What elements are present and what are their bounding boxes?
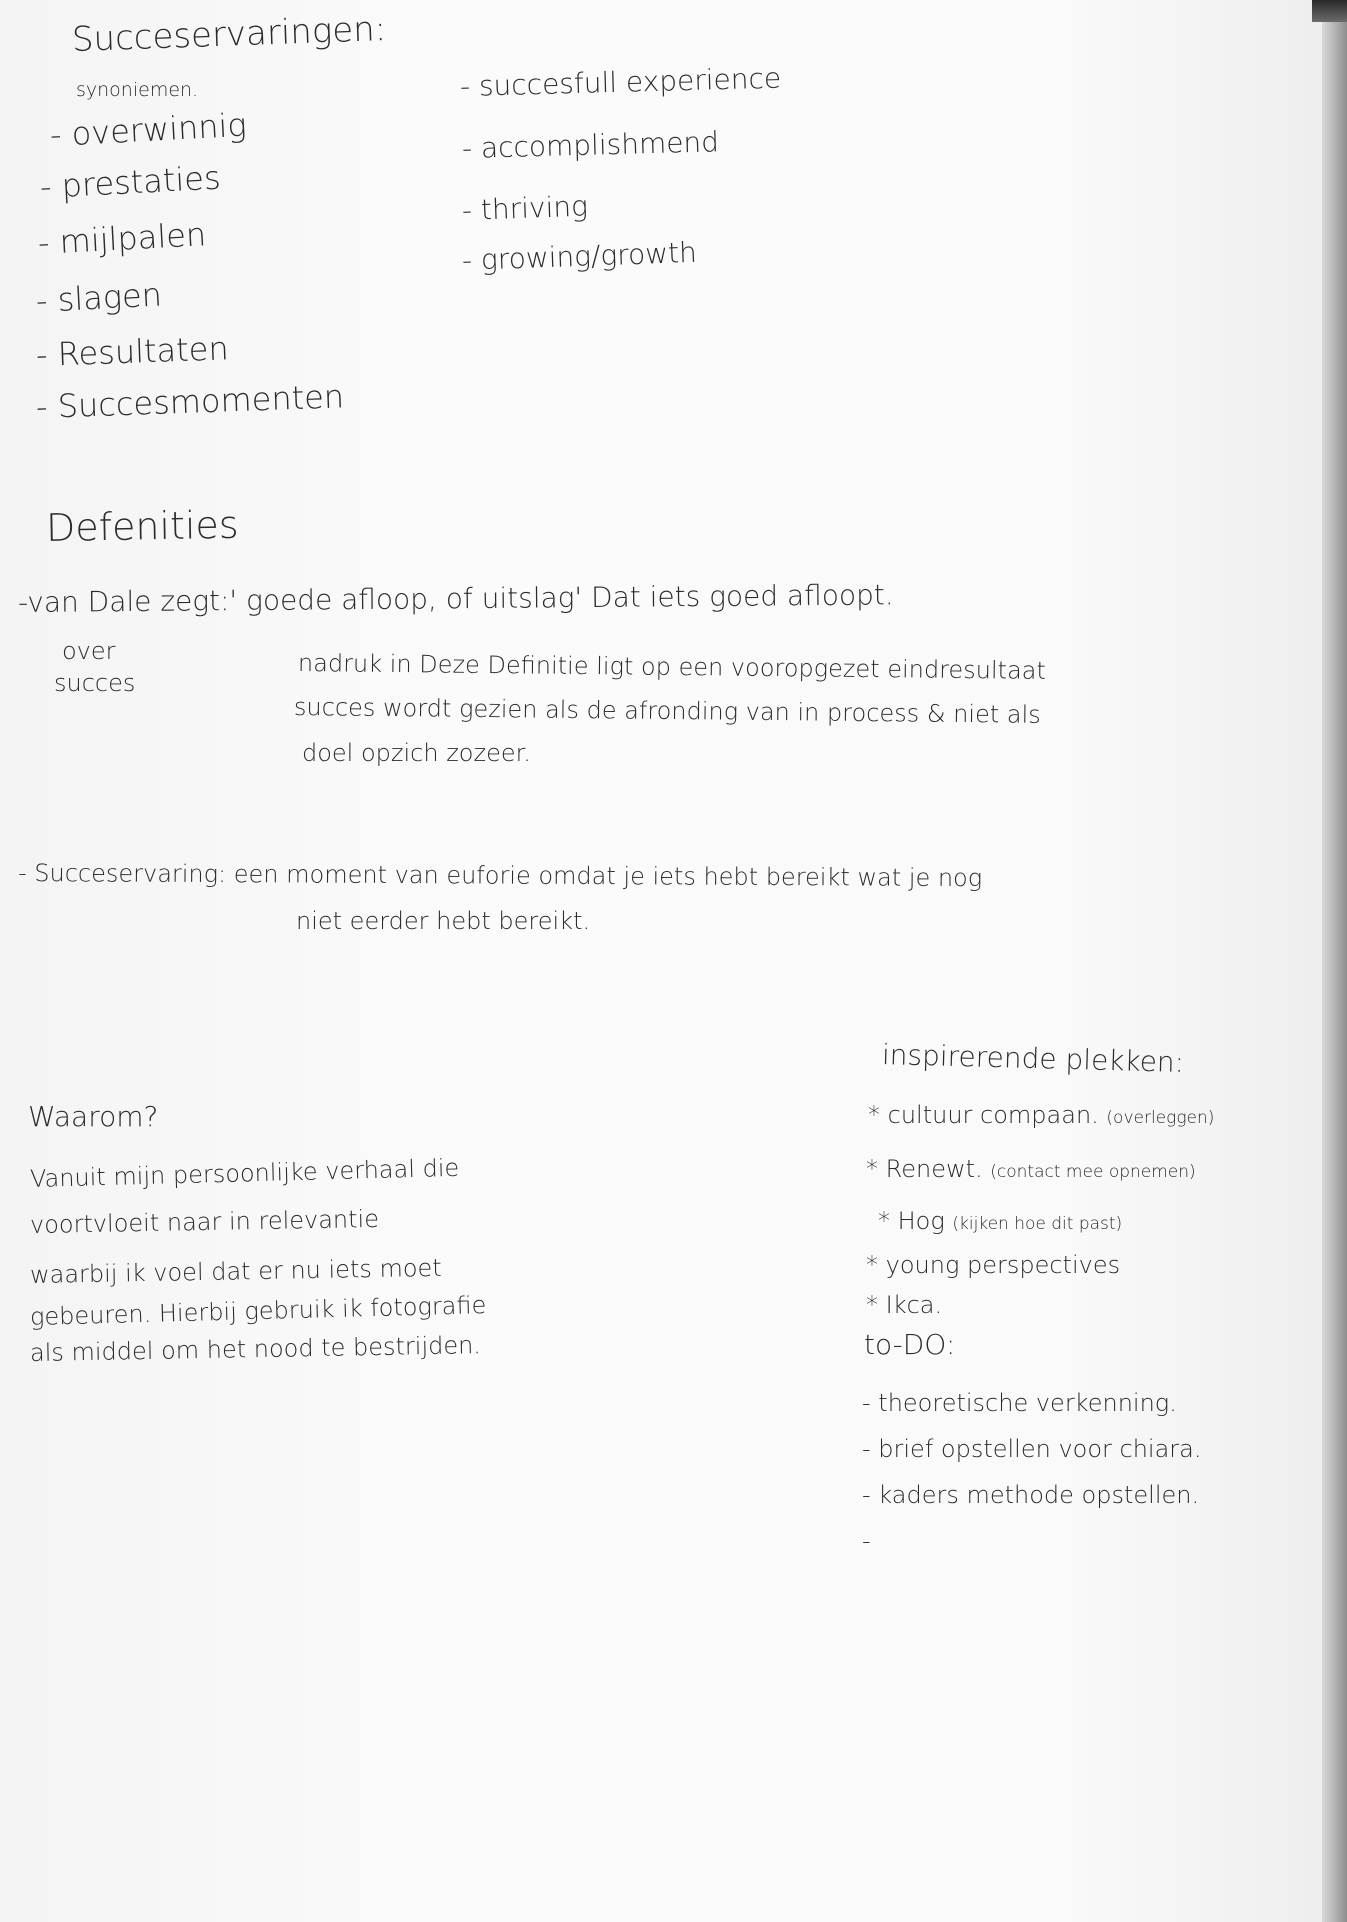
place-name: * Hog <box>878 1207 945 1235</box>
place-note: (contact mee opnemen) <box>990 1162 1196 1182</box>
place-item <box>866 1252 1120 1278</box>
place-item <box>868 1102 1214 1128</box>
synonym-en-item: - accomplishmend <box>461 125 720 165</box>
synonym-nl-item: - Succesmomenten <box>35 377 345 426</box>
vandale-explanation-line: nadruk in Deze Definitie ligt op een vooropgezet eindresultaat <box>297 649 1047 685</box>
synonym-nl-item: - mijlpalen <box>36 215 208 262</box>
place-item <box>878 1208 1122 1234</box>
succes-title: Succeservaringen: <box>71 9 387 60</box>
vandale-explanation-line: doel opzich zozeer. <box>302 739 531 767</box>
place-item <box>866 1156 1196 1182</box>
synonym-en-item: - thriving <box>461 189 589 227</box>
place-item <box>866 1292 942 1318</box>
vandale-definition: -van Dale zegt:' goede afloop, of uitslag' Dat iets goed afloopt. <box>17 578 894 619</box>
synonym-nl-item: - slagen <box>34 275 163 320</box>
succeservaring-definition: - Succeservaring: een moment van euforie omdat je iets hebt bereikt wat je nog <box>17 859 983 893</box>
synonym-nl-item: - Resultaten <box>35 329 230 374</box>
synonym-nl-item: - prestaties <box>38 158 222 206</box>
vandale-side-label: over <box>62 637 116 665</box>
definitions-title: Defenities <box>45 502 240 550</box>
place-name: * cultuur compaan. <box>868 1101 1099 1129</box>
synonyms-label: synoniemen. <box>76 79 199 101</box>
place-note: (kijken hoe dit past) <box>952 1214 1123 1234</box>
vandale-side-label: succes <box>54 669 136 697</box>
todo-item: - theoretische verkenning. <box>862 1389 1177 1417</box>
succeservaring-definition-cont: niet eerder hebt bereikt. <box>296 907 591 935</box>
synonym-en-item: - growing/growth <box>461 235 698 277</box>
todo-item: - kaders methode opstellen. <box>862 1481 1200 1509</box>
places-title: inspirerende plekken: <box>881 1038 1185 1079</box>
place-note: (overleggen) <box>1106 1108 1215 1128</box>
waarom-line: voortvloeit naar in relevantie <box>29 1204 380 1239</box>
todo-item: - <box>862 1527 871 1555</box>
waarom-line: als middel om het nood te bestrijden. <box>29 1331 482 1367</box>
synonym-en-item: - succesfull experience <box>459 61 782 103</box>
waarom-title: Waarom? <box>28 1100 159 1133</box>
place-name: * young perspectives <box>866 1251 1121 1279</box>
waarom-line: Vanuit mijn persoonlijke verhaal die <box>29 1153 460 1193</box>
synonym-nl-item: - overwinnig <box>48 105 248 154</box>
waarom-line: waarbij ik voel dat er nu iets moet <box>29 1253 442 1289</box>
place-name: * Renewt. <box>866 1155 983 1183</box>
todo-title: to-DO: <box>864 1328 956 1361</box>
vandale-explanation-line: succes wordt gezien als de afronding van in process & niet als <box>293 693 1041 729</box>
todo-item: - brief opstellen voor chiara. <box>862 1435 1202 1463</box>
page-edge-shadow <box>1322 0 1347 1922</box>
corner-shadow <box>1312 0 1347 22</box>
waarom-line: gebeuren. Hierbij gebruik ik fotografie <box>29 1291 487 1331</box>
place-name: * Ikca. <box>866 1291 943 1319</box>
